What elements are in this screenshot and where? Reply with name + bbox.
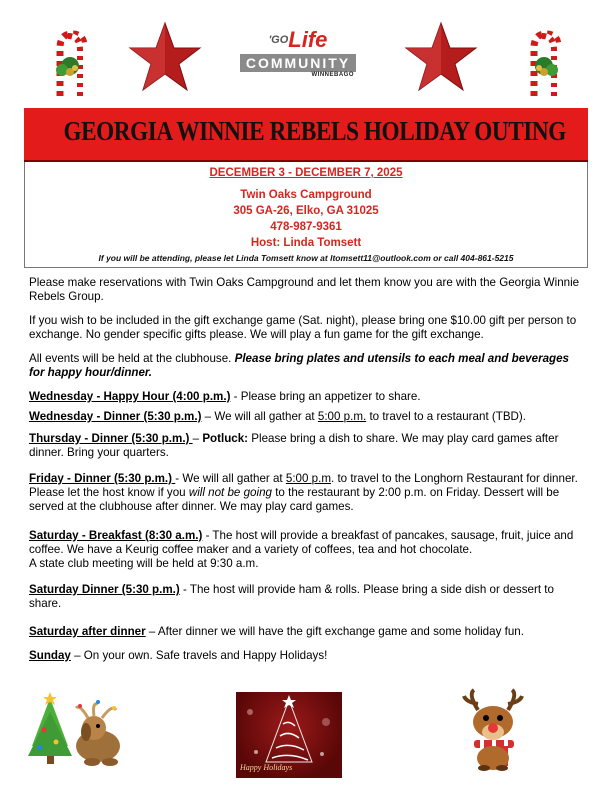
christmas-tree-dog-illustration — [28, 690, 126, 770]
wednesday-dinner-text-b: to travel to a restaurant (TBD). — [366, 410, 527, 423]
saturday-after-dinner-label: Saturday after dinner — [29, 625, 146, 638]
gift-exchange-paragraph: If you wish to be included in the gift exchange game (Sat. night), please bring one $10.00 gift per person to exchange. No gender specific gifts please. We will play a fun game for the gift exchange. — [29, 314, 577, 341]
clubhouse-paragraph — [29, 352, 585, 380]
saturday-breakfast — [29, 529, 585, 571]
logo-life: Life — [288, 27, 328, 52]
saturday-dinner-label: Saturday Dinner (5:30 p.m.) — [29, 583, 180, 596]
reservation-paragraph: Please make reservations with Twin Oaks Campground and let them know you are with the Georgia Winnie Rebels Group. — [29, 276, 580, 303]
event-dates: DECEMBER 3 - DECEMBER 7, 2025 — [209, 167, 403, 179]
saturday-breakfast-text: - The host will provide a breakfast of pancakes, sausage, fruit, juice and coffee. We have a Keurig coffee maker and a variety of coffees, tea and hot chocolate. — [29, 529, 574, 556]
friday-dinner-time: 5:00 p.m — [285, 472, 331, 485]
thursday-dinner — [29, 432, 585, 460]
campground-phone: 478-987-9361 — [270, 221, 342, 233]
saturday-breakfast-label: Saturday - Breakfast (8:30 a.m.) — [29, 529, 203, 542]
thursday-dinner-label: Thursday - Dinner (5:30 p.m.) — [29, 432, 193, 445]
campground-address: 305 GA-26, Elko, GA 31025 — [233, 205, 379, 217]
sunday — [29, 649, 585, 663]
logo-brand: WINNEBAGO — [311, 72, 354, 78]
thursday-potluck: Potluck: — [202, 432, 249, 445]
saturday-after-dinner-text: – After dinner we will have the gift exchange game and some holiday fun. — [145, 625, 524, 638]
wednesday-happy-hour-text: - Please bring an appetizer to share. — [230, 390, 421, 403]
saturday-dinner-text: - The host will provide ham & rolls. Please bring a side dish or dessert to share. — [29, 583, 554, 610]
golife-community-logo — [238, 28, 358, 88]
happy-holidays-card — [236, 692, 342, 778]
campground-name: Twin Oaks Campground — [240, 189, 372, 201]
sunday-label: Sunday — [29, 649, 71, 662]
happy-holidays-text: Happy Holidays — [240, 763, 293, 772]
bring-plates-note: Please bring plates and utensils to each meal and beverages for happy hour/dinner. — [29, 352, 570, 379]
clubhouse-text: All events will be held at the clubhouse. — [29, 352, 235, 365]
wednesday-dinner-text-a: – We will all gather at — [201, 410, 318, 423]
friday-not-going: will not be going — [188, 486, 272, 499]
reindeer-illustration — [456, 688, 536, 772]
friday-dinner-label: Friday - Dinner (5:30 p.m.) — [29, 472, 176, 485]
saturday-after-dinner — [29, 625, 585, 639]
title-banner — [24, 108, 588, 162]
state-club-meeting: A state club meeting will be held at 9:30 a.m. — [29, 557, 259, 570]
thursday-dinner-dash: – — [192, 432, 203, 445]
wednesday-happy-hour-label: Wednesday - Happy Hour (4:00 p.m.) — [29, 390, 231, 403]
saturday-dinner — [29, 583, 585, 611]
sunday-text: – On your own. Safe travels and Happy Holidays! — [70, 649, 328, 662]
wednesday-happy-hour — [29, 390, 585, 404]
candy-cane-right-icon — [516, 26, 576, 98]
candy-cane-left-icon — [42, 26, 102, 98]
logo-prefix: 'GO — [268, 34, 289, 46]
event-host: Host: Linda Tomsett — [250, 237, 362, 249]
friday-dinner-text-a: - We will all gather at — [175, 472, 286, 485]
friday-dinner-text-c: to the restaurant by 2:00 p.m. on Friday. Dessert will be served at the clubhouse after dinner. We may play card games. — [29, 486, 560, 513]
red-star-left-icon — [128, 20, 202, 94]
friday-dinner — [29, 472, 585, 514]
logo-community: COMMUNITY — [240, 54, 356, 72]
wednesday-dinner-time: 5:00 p.m. — [317, 410, 367, 423]
wednesday-dinner-label: Wednesday - Dinner (5:30 p.m.) — [29, 410, 202, 423]
attendance-note: If you will be attending, please let Linda Tomsett know at ltomsett11@outlook.com or call 404-861-5215 — [98, 253, 514, 263]
red-star-right-icon — [404, 20, 478, 94]
thursday-dinner-text: Please bring a dish to share. We may play card games after dinner. Bring your quarters. — [29, 432, 559, 459]
page-title: GEORGIA WINNIE REBELS HOLIDAY OUTING — [63, 116, 566, 146]
wednesday-dinner — [29, 410, 585, 424]
friday-dinner-text-b: . to travel to the Longhorn Restaurant for dinner. Please let the host know if you — [29, 472, 578, 499]
